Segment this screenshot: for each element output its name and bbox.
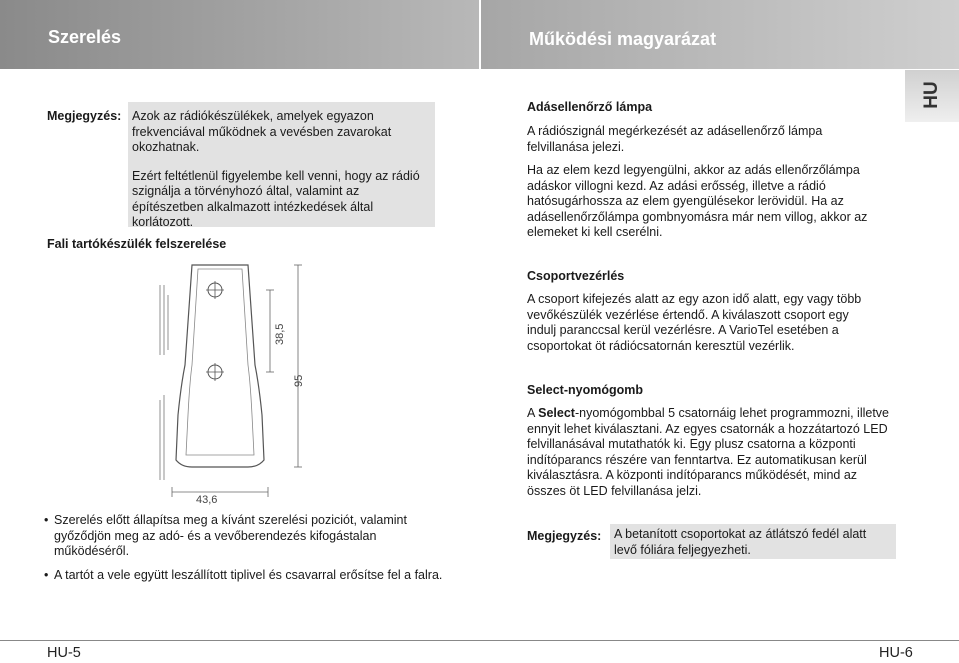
- footer-divider: [0, 640, 959, 641]
- left-page-number: HU-5: [47, 645, 81, 661]
- left-page-header: [0, 0, 479, 69]
- select-button-paragraph: A Select-nyomógombbal 5 csatornáig lehet programmozni, illetve ennyit lehet kiválasztani. Az egyes csatornák a hozzátartozó LED felvillanásával mutathatók ki. Egy plusz csatorna a központi indítóparancs részére van fenntartva. Ez automatikusan kerül kiválasztásra. A központi indítóparancs működését, mind az összes öt LED felvillanása jelzi.: [527, 406, 890, 498]
- list-item: • Szerelés előtt állapítsa meg a kívánt szerelési poziciót, valamint győződjön meg az adó- és a vevőberendezés kifogástalan működéséről.: [44, 513, 444, 560]
- right-note-box: [610, 524, 896, 559]
- transmit-lamp-paragraph-1: A rádiószignál megérkezését az adásellenőrző lámpa felvillanása jelezi.: [527, 124, 823, 154]
- transmit-lamp-paragraph-2: Ha az elem kezd legyengülni, akkor az adás ellenőrzőlámpa adáskor villogni kezd. Az adási erősség, illetve a rádió hatósugárhossza az elem gyengülésekor lerövidül. Ha az adásellenőrzőlámpa gombnyomásra már nem villog, akkor az elemeket ki kell cserélni.: [527, 163, 868, 239]
- bullet-text-2: A tartót a vele együtt leszállított tiplivel és csavarral erősítse fel a falra.: [54, 568, 443, 582]
- left-note-paragraph-2: Ezért feltétlenül figyelembe kell venni, hogy az rádió szignálja a törvényhozó által, valamint az építészetben alkalmazott intézkedések által korlátozott.: [132, 168, 420, 229]
- wall-mount-heading: Fali tartókészülék felszerelése: [47, 237, 227, 251]
- list-item: • A tartót a vele együtt leszállított tiplivel és csavarral erősítse fel a falra.: [44, 568, 443, 582]
- group-control-paragraph: A csoport kifejezés alatt az egy azon idő alatt, egy vagy több vevőkészülék vezérlése értendő. A kiválaszott csoport egy indulj paranccsal kerül vezérlésre. A VarioTel esetében a csoportokat öt rádiócsatornán keresztül vezérlik.: [527, 292, 862, 353]
- left-page-title: Szerelés: [48, 27, 122, 47]
- holder-inner-outline: [186, 269, 254, 455]
- left-note-box: [128, 102, 435, 227]
- wall-holder-diagram: [150, 255, 320, 510]
- dimension-width: 43,6: [196, 494, 218, 506]
- right-page-number: HU-6: [879, 645, 913, 661]
- transmit-lamp-heading: Adásellenőrző lámpa: [527, 100, 653, 114]
- dimension-height: 95: [293, 374, 305, 387]
- right-note-label: Megjegyzés:: [527, 529, 602, 543]
- group-control-heading: Csoportvezérlés: [527, 269, 625, 283]
- select-button-heading: Select-nyomógomb: [527, 383, 643, 397]
- language-tab: [905, 70, 959, 122]
- language-tab-label: HU: [921, 81, 942, 109]
- left-note-label: Megjegyzés:: [47, 109, 122, 123]
- right-note-text: A betanított csoportokat az átlátszó fedél alatt levő fóliára feljegyezheti.: [614, 527, 867, 557]
- left-note-paragraph-1: Azok az rádiókészülékek, amelyek egyazon frekvenciával működnek a vevésben zavarokat okozhatnak.: [132, 109, 392, 154]
- right-page-title: Működési magyarázat: [529, 29, 717, 49]
- bullet-text-1: Szerelés előtt állapítsa meg a kívánt szerelési poziciót, valamint győződjön meg az adó- és a vevőberendezés kifogástalan működéséről.: [54, 513, 407, 558]
- right-page-header: [481, 0, 959, 69]
- dimension-top: 38,5: [274, 323, 286, 345]
